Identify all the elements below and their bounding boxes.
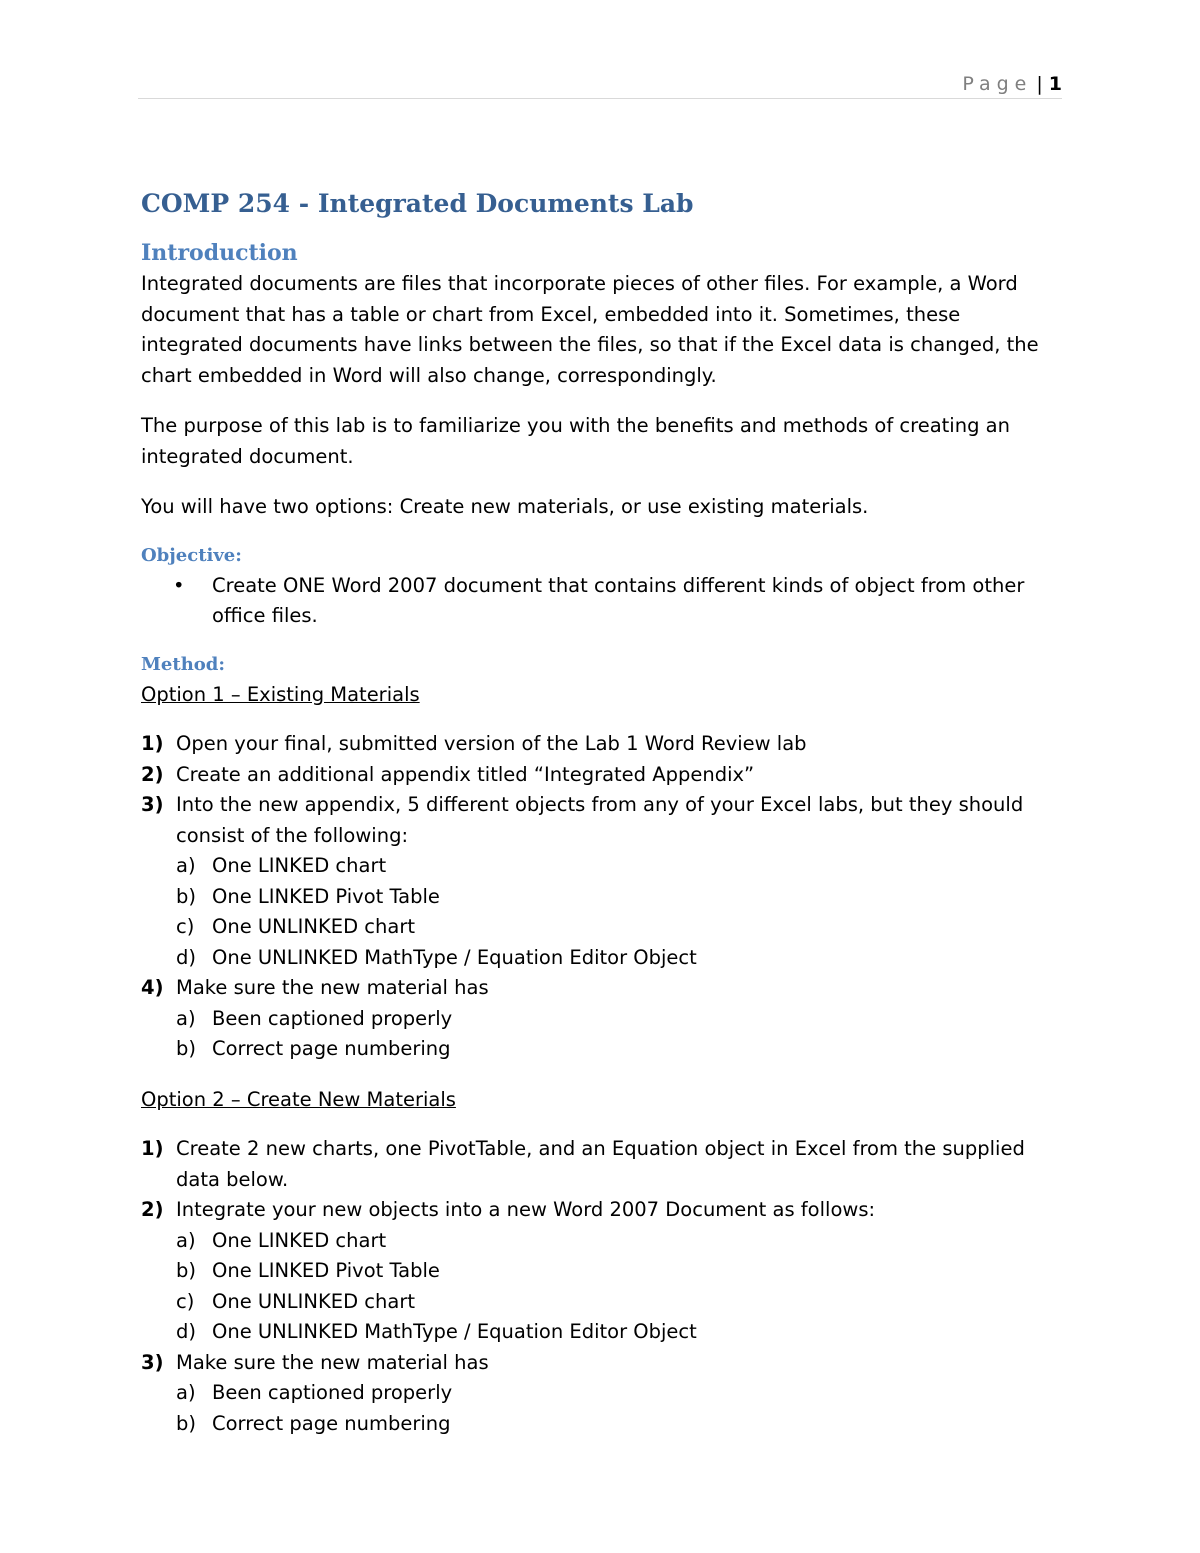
step-text: Create 2 new charts, one PivotTable, and an Equation object in Excel from the supplied data below. [176, 1137, 1025, 1191]
option2-steps [141, 1134, 1066, 1439]
sub-item-letter: d) [176, 1320, 196, 1343]
sub-item [176, 1256, 1066, 1287]
option2-step-3-sublist [176, 1378, 1066, 1439]
option2-step-2-sublist [176, 1226, 1066, 1348]
sub-item [176, 1226, 1066, 1257]
sub-item-text: Been captioned properly [212, 1381, 453, 1404]
sub-item [176, 943, 1066, 974]
page-number: 1 [1048, 73, 1062, 95]
sub-item-text: One UNLINKED MathType / Equation Editor Object [212, 1320, 697, 1343]
sub-item-text: Correct page numbering [212, 1411, 451, 1435]
sub-item-letter: c) [176, 915, 195, 938]
option2-step-3 [141, 1348, 1066, 1440]
option1-step-3 [141, 790, 1066, 973]
document-body [141, 186, 1066, 1459]
sub-item [176, 851, 1066, 882]
option1-step-4-sublist [176, 1004, 1066, 1065]
sub-item-letter: d) [176, 945, 196, 969]
sub-item-text: One LINKED Pivot Table [212, 1259, 440, 1282]
introduction-heading: Introduction [141, 240, 298, 266]
step-number: 3) [141, 793, 164, 816]
sub-item-letter: b) [176, 1411, 196, 1435]
sub-item-letter: b) [176, 1259, 196, 1282]
step-number: 1) [141, 732, 164, 755]
sub-item-letter: b) [176, 1037, 196, 1060]
step-number: 3) [141, 1350, 164, 1374]
sub-item-text: One UNLINKED chart [212, 915, 415, 938]
document-title: COMP 254 - Integrated Documents Lab [141, 189, 694, 218]
sub-item-text: Been captioned properly [212, 1006, 453, 1030]
page-header [138, 70, 1062, 99]
sub-item-letter: a) [176, 1228, 196, 1252]
sub-item-text: One LINKED chart [212, 854, 387, 877]
sub-item [176, 1409, 1066, 1440]
step-number: 2) [141, 1198, 164, 1221]
sub-item-text: One UNLINKED chart [212, 1289, 415, 1313]
page-separator: | [1036, 73, 1043, 95]
sub-item [176, 1034, 1066, 1065]
option1-step-2 [141, 760, 1066, 791]
sub-item [176, 1287, 1066, 1318]
sub-item [176, 1317, 1066, 1348]
option2-step-1 [141, 1134, 1066, 1195]
objective-list [141, 571, 1066, 632]
sub-item-text: One LINKED Pivot Table [212, 884, 440, 908]
bullet-icon: • [173, 573, 185, 597]
sub-item [176, 1378, 1066, 1409]
step-text: Create an additional appendix titled “Integrated Appendix” [176, 762, 755, 786]
page-label: Page [962, 73, 1033, 95]
objective-item-text: Create ONE Word 2007 document that contains different kinds of object from other office files. [212, 573, 1025, 627]
step-text: Open your final, submitted version of the Lab 1 Word Review lab [176, 732, 807, 755]
sub-item-letter: b) [176, 884, 196, 908]
step-number: 2) [141, 762, 164, 786]
method-heading: Method: [141, 653, 226, 675]
sub-item-text: One UNLINKED MathType / Equation Editor Object [212, 945, 697, 969]
sub-item [176, 1004, 1066, 1035]
step-number: 1) [141, 1137, 164, 1160]
sub-item-letter: a) [176, 854, 196, 877]
option1-step-3-sublist [176, 851, 1066, 973]
option1-title: Option 1 – Existing Materials [141, 682, 420, 706]
option2-step-2 [141, 1195, 1066, 1348]
sub-item [176, 912, 1066, 943]
option2-title: Option 2 – Create New Materials [141, 1087, 456, 1111]
sub-item-text: One LINKED chart [212, 1228, 387, 1252]
sub-item-text: Correct page numbering [212, 1037, 451, 1060]
sub-item-letter: a) [176, 1006, 196, 1030]
step-number: 4) [141, 976, 164, 999]
step-text: Make sure the new material has [176, 1350, 489, 1374]
step-text: Make sure the new material has [176, 976, 489, 999]
option1-step-1 [141, 729, 1066, 760]
sub-item-letter: c) [176, 1289, 195, 1313]
option1-steps [141, 729, 1066, 1065]
intro-paragraph-2: The purpose of this lab is to familiarize you with the benefits and methods of creating an integrated document. [141, 414, 1010, 468]
objective-item [141, 571, 1066, 632]
intro-paragraph-3: You will have two options: Create new materials, or use existing materials. [141, 495, 869, 518]
option1-step-4 [141, 973, 1066, 1065]
intro-paragraph-1: Integrated documents are files that incorporate pieces of other files. For example, a Word document that has a table or chart from Excel, embedded into it. Sometimes, these integrated documents have links between the files, so that if the Excel data is changed, the chart embedded in Word will also change, correspondingly. [141, 272, 1039, 387]
objective-heading: Objective: [141, 544, 242, 566]
step-text: Into the new appendix, 5 different objects from any of your Excel labs, but they should consist of the following: [176, 793, 1024, 847]
step-text: Integrate your new objects into a new Word 2007 Document as follows: [176, 1198, 876, 1221]
sub-item-letter: a) [176, 1381, 196, 1404]
sub-item [176, 882, 1066, 913]
